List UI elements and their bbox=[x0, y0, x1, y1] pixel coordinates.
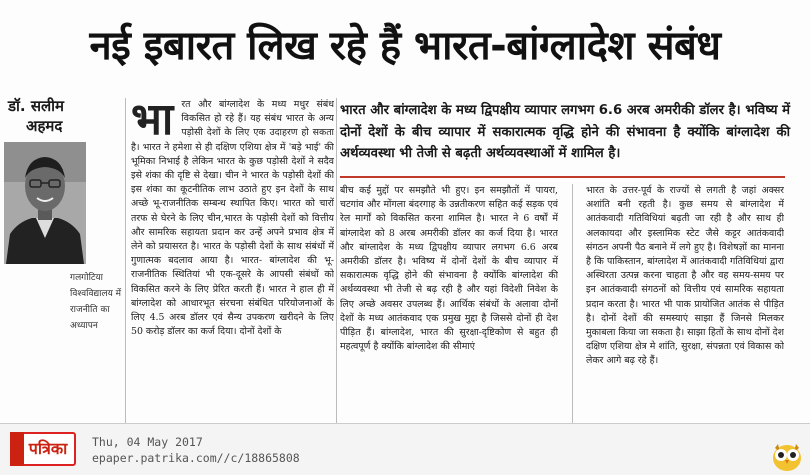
logo-text: पत्रिका bbox=[28, 439, 68, 458]
designation-line: गलगोटिया bbox=[70, 273, 103, 283]
owl-icon bbox=[770, 440, 804, 472]
designation-line: अध्यापन bbox=[70, 321, 98, 331]
article-text: बीच कई मुद्दों पर समझौते भी हुए। इन समझौतों में पायरा, चटगांव और मोंगला बंदरगाह के उन्नतीकरण सहित कई सड़क एवं रेल मार्गों को विकसित करना शामिल है। भारत ने 6 वर्षों में बांग्लादेश को 8 अरब अमरीकी डॉलर का कर्ज दिया है। भारत और बांग्लादेश के मध्य द्विपक्षीय व्यापार लगभग 6.6 अरब अमरीकी डॉलर है। भविष्य में दोनों देशों के बीच व्यापार में सकारात्मक वृद्धि होने की संभावना है क्योंकि बांग्लादेश की अर्थव्यवस्था भी तेजी से बढ़ रही है और यहां विदेशी निवेश के लिए अच्छे अवसर उपलब्ध हैं। आर्थिक संबंधों के अलावा दोनों देशों के मध्य आतंकवाद एक प्रमुख मुद्दा है जिससे दोनों ही देश पीड़ित हैं। बांग्लादेश, भारत की सुरक्षा-दृष्टिकोण से बहुत ही महत्वपूर्ण है क्योंकि बांग्लादेश की सीमाएं bbox=[340, 185, 558, 353]
publish-date: Thu, 04 May 2017 bbox=[92, 435, 203, 449]
footer-meta bbox=[92, 434, 300, 466]
author-photo bbox=[4, 142, 86, 264]
designation-line: विश्वविद्यालय में bbox=[70, 289, 122, 299]
epaper-footer bbox=[0, 423, 810, 475]
pull-quote: भारत और बांग्लादेश के मध्य द्विपक्षीय व्यापार लगभग 6.6 अरब अमरीकी डॉलर है। भविष्य में दोनों देशों के बीच व्यापार में सकारात्मक वृद्धि होने की संभावना है क्योंकि बांग्लादेश की अर्थव्यवस्था भी तेजी से बढ़ती अर्थव्यवस्थाओं में शामिल है। bbox=[340, 103, 791, 161]
pull-quote-rule bbox=[340, 176, 785, 178]
drop-cap: भा bbox=[131, 98, 174, 145]
designation-line: राजनीति का bbox=[70, 305, 110, 315]
epaper-url[interactable]: epaper.patrika.com//c/18865808 bbox=[92, 451, 300, 465]
author-name-line1: डॉ. सलीम bbox=[8, 97, 64, 115]
headline: नई इबारत लिख रहे हैं भारत-बांग्लादेश संबंध bbox=[89, 23, 721, 69]
article-text: भारत के उत्तर-पूर्व के राज्यों से लगती है जहां अक्सर अशांति बनी रहती है। कुछ समय से बांग्लादेश में आतंकवादी गतिविधियां बढ़ती जा रही है और साथ ही अलकायदा और इस्लामिक स्टेट जैसे कट्टर आतंकवादी संगठन अपनी पैठ बनाने में लगे हुए है। विशेषज्ञों का मानना है कि पाकिस्तान, बांग्लादेश में आतंकवादी गतिविधियां द्वारा अस्थिरता उत्पन्न करना चाहता है और वह समय-समय पर इन आतंकवादी संगठनों को वित्तीय एवं सामरिक सहायता प्रदान करता है। भारत भी पाक प्रायोजित आतंक से पीड़ित है। दोनों देशों की समस्याएं साझा हैं जिनसे मिलकर मुकाबला किया जा सकता है। साझा हितों के साथ दोनों देश दक्षिण एशिया क्षेत्र मे शांति, सुरक्षा, संपन्नता एवं विकास को लेकर आगे बढ़ रहे हैं। bbox=[586, 185, 784, 367]
article-text: रत और बांग्लादेश के मध्य मधुर संबंध विकसित हो रहे हैं। यह संबंध भारत के अन्य पड़ोसी देशों के लिए एक उदाहरण हो सकता है। भारत ने हमेशा से ही दक्षिण एशिया क्षेत्र में 'बड़े भाई' की भूमिका निभाई है लेकिन भारत के कुछ पड़ोसी देशों ने सदैव इसे शंका की दृष्टि से देखा। चीन ने भारत के पड़ोसी देशों की इस शंका का कूटनीतिक लाभ उठाते हुए इन देशों के साथ अच्छे भू-राजनीतिक सम्बन्ध स्थापित किए। भारत को चारों तरफ से घेरने के लिए चीन,भारत के पड़ोसी देशों को वित्तीय और सामरिक सहायता प्रदान कर उन्हें अपने प्रभाव क्षेत्र में लेने को प्रयासरत है। भारत के पड़ोसी देशों के साथ संबंधों में गुणात्मक बदलाव आया है। भारत- बांग्लादेश की भू-राजनीतिक स्थितियां भी एक-दूसरे के आपसी संबंधों को विकसित करने के लिए प्रेरित करती हैं। भारत ने हाल ही में बांग्लादेश को आधारभूत संरचना संबंधित परियोजनाओं के लिए 4.5 अरब डॉलर एवं सैन्य उपकरण खरीदने के लिए 50 करोड़ डॉलर का कर्ज दिया। दोनों देशों के bbox=[131, 99, 334, 338]
author-name bbox=[8, 96, 118, 136]
article-column-2 bbox=[340, 184, 558, 424]
patrika-logo[interactable] bbox=[10, 432, 76, 466]
author-designation bbox=[70, 270, 124, 334]
author-name-line2: अहमद bbox=[26, 117, 63, 135]
column-divider bbox=[125, 98, 126, 423]
column-divider bbox=[336, 98, 337, 423]
article-column-1 bbox=[131, 98, 334, 423]
article-column-3 bbox=[586, 184, 784, 424]
column-divider bbox=[572, 184, 573, 423]
